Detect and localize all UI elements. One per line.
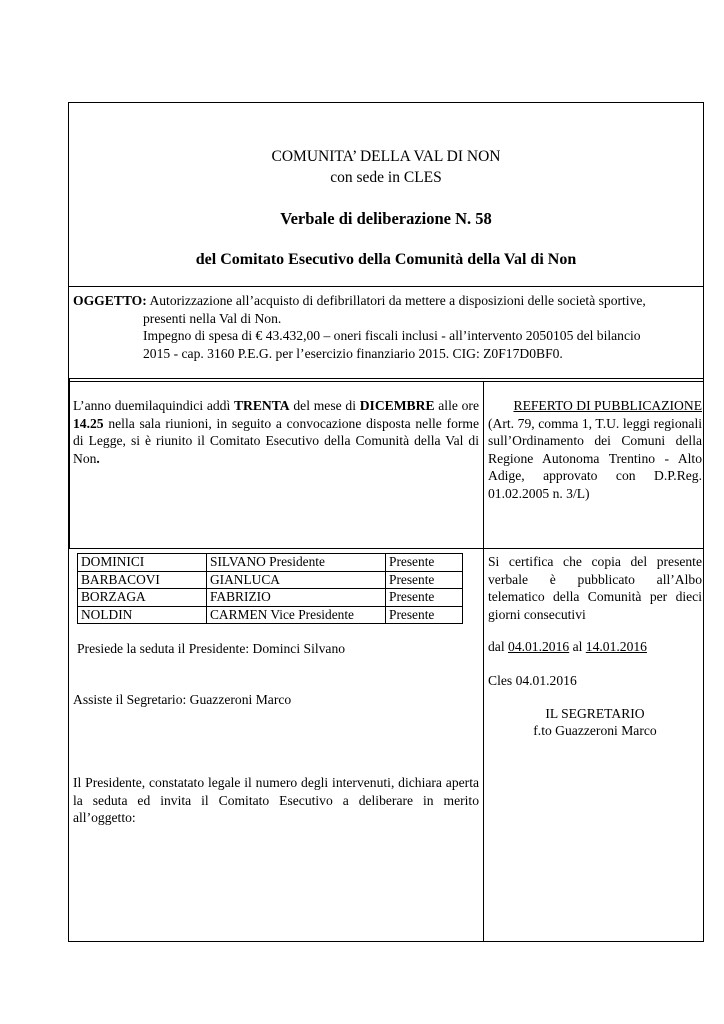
member-status: Presente <box>386 589 463 607</box>
session-day: TRENTA <box>233 398 290 413</box>
table-row <box>78 606 463 624</box>
member-name: FABRIZIO <box>207 589 386 607</box>
session-month: DICEMBRE <box>359 398 435 413</box>
al-date: 14.01.2016 <box>585 639 647 654</box>
dal-date: 04.01.2016 <box>508 639 570 654</box>
al-label: al <box>569 639 586 654</box>
table-row <box>78 589 463 607</box>
assiste-text: Assiste il Segretario: Guazzeroni Marco <box>73 692 292 707</box>
org-name: COMUNITA’ DELLA VAL DI NON <box>271 148 501 165</box>
certifica-text: Si certifica che copia del presente verbale è pubblicato all’Albo telematico della Comunità per dieci giorni consecutivi <box>488 554 702 622</box>
session-text-2: del mese di <box>289 398 360 413</box>
deliberation-title: Verbale di deliberazione N. 58 <box>280 209 492 228</box>
presiede-text: Presiede la seduta il Presidente: Dominci Silvano <box>77 641 346 656</box>
session-paragraph <box>73 397 479 467</box>
member-name: GIANLUCA <box>207 571 386 589</box>
member-status: Presente <box>386 606 463 624</box>
member-name: SILVANO Presidente <box>207 554 386 572</box>
dal-label: dal <box>488 639 509 654</box>
place-date: Cles 04.01.2016 <box>488 673 577 688</box>
referto-section <box>488 397 702 502</box>
org-seat: con sede in CLES <box>330 169 442 186</box>
session-text-5: . <box>96 450 100 466</box>
member-status: Presente <box>386 571 463 589</box>
left-border-thick <box>68 378 70 548</box>
referto-body: (Art. 79, comma 1, T.U. leggi regionali sull’Ordinamento dei Comuni della Regione Autonoma Trentino - Alto Adige, approvato con D.P.Reg. 01.02.2005 n. 3/L) <box>488 415 702 501</box>
member-name: CARMEN Vice Presidente <box>207 606 386 624</box>
member-surname: BARBACOVI <box>78 571 207 589</box>
divider-header <box>68 286 704 287</box>
table-row <box>78 554 463 572</box>
closing-paragraph: Il Presidente, constatato legale il numero degli intervenuti, dichiara aperta la seduta ed invita il Comitato Esecutivo a deliberare in merito all’oggetto: <box>73 775 479 825</box>
session-text-4: nella sala riunioni, in seguito a convocazione disposta nelle forme di Legge, si è riunito il Comitato Esecutivo della Comunità della Val di Non <box>73 415 479 466</box>
session-text-3: alle ore <box>434 398 479 413</box>
member-surname: DOMINICI <box>78 554 207 572</box>
divider-session <box>68 381 704 382</box>
session-text-1: L’anno duemilaquindici addì <box>73 398 234 413</box>
oggetto-line4: 2015 - cap. 3160 P.E.G. per l’esercizio finanziario 2015. CIG: Z0F17D0BF0. <box>143 345 563 361</box>
oggetto-line2: presenti nella Val di Non. <box>143 310 282 326</box>
oggetto-line1: Autorizzazione all’acquisto di defibrillatori da mettere a disposizioni delle società sportive, <box>149 293 646 308</box>
session-time: 14.25 <box>73 415 104 431</box>
member-status: Presente <box>386 554 463 572</box>
signer-name: f.to Guazzeroni Marco <box>533 723 657 738</box>
oggetto-line3: Impegno di spesa di € 43.432,00 – oneri fiscali inclusi - all’intervento 2050105 del bilancio <box>143 328 641 343</box>
publication-dates <box>488 638 702 656</box>
org-header <box>68 146 704 188</box>
members-table <box>77 553 463 624</box>
member-surname: BORZAGA <box>78 589 207 607</box>
table-row <box>78 571 463 589</box>
referto-title: REFERTO DI PUBBLICAZIONE <box>513 398 702 413</box>
member-surname: NOLDIN <box>78 606 207 624</box>
divider-oggetto <box>68 378 704 379</box>
signer-title: IL SEGRETARIO <box>545 706 645 721</box>
column-divider <box>483 381 484 942</box>
oggetto-label: OGGETTO: <box>73 293 147 308</box>
divider-members <box>68 548 704 549</box>
oggetto-section <box>73 292 701 362</box>
deliberation-subtitle: del Comitato Esecutivo della Comunità della Val di Non <box>195 251 577 268</box>
